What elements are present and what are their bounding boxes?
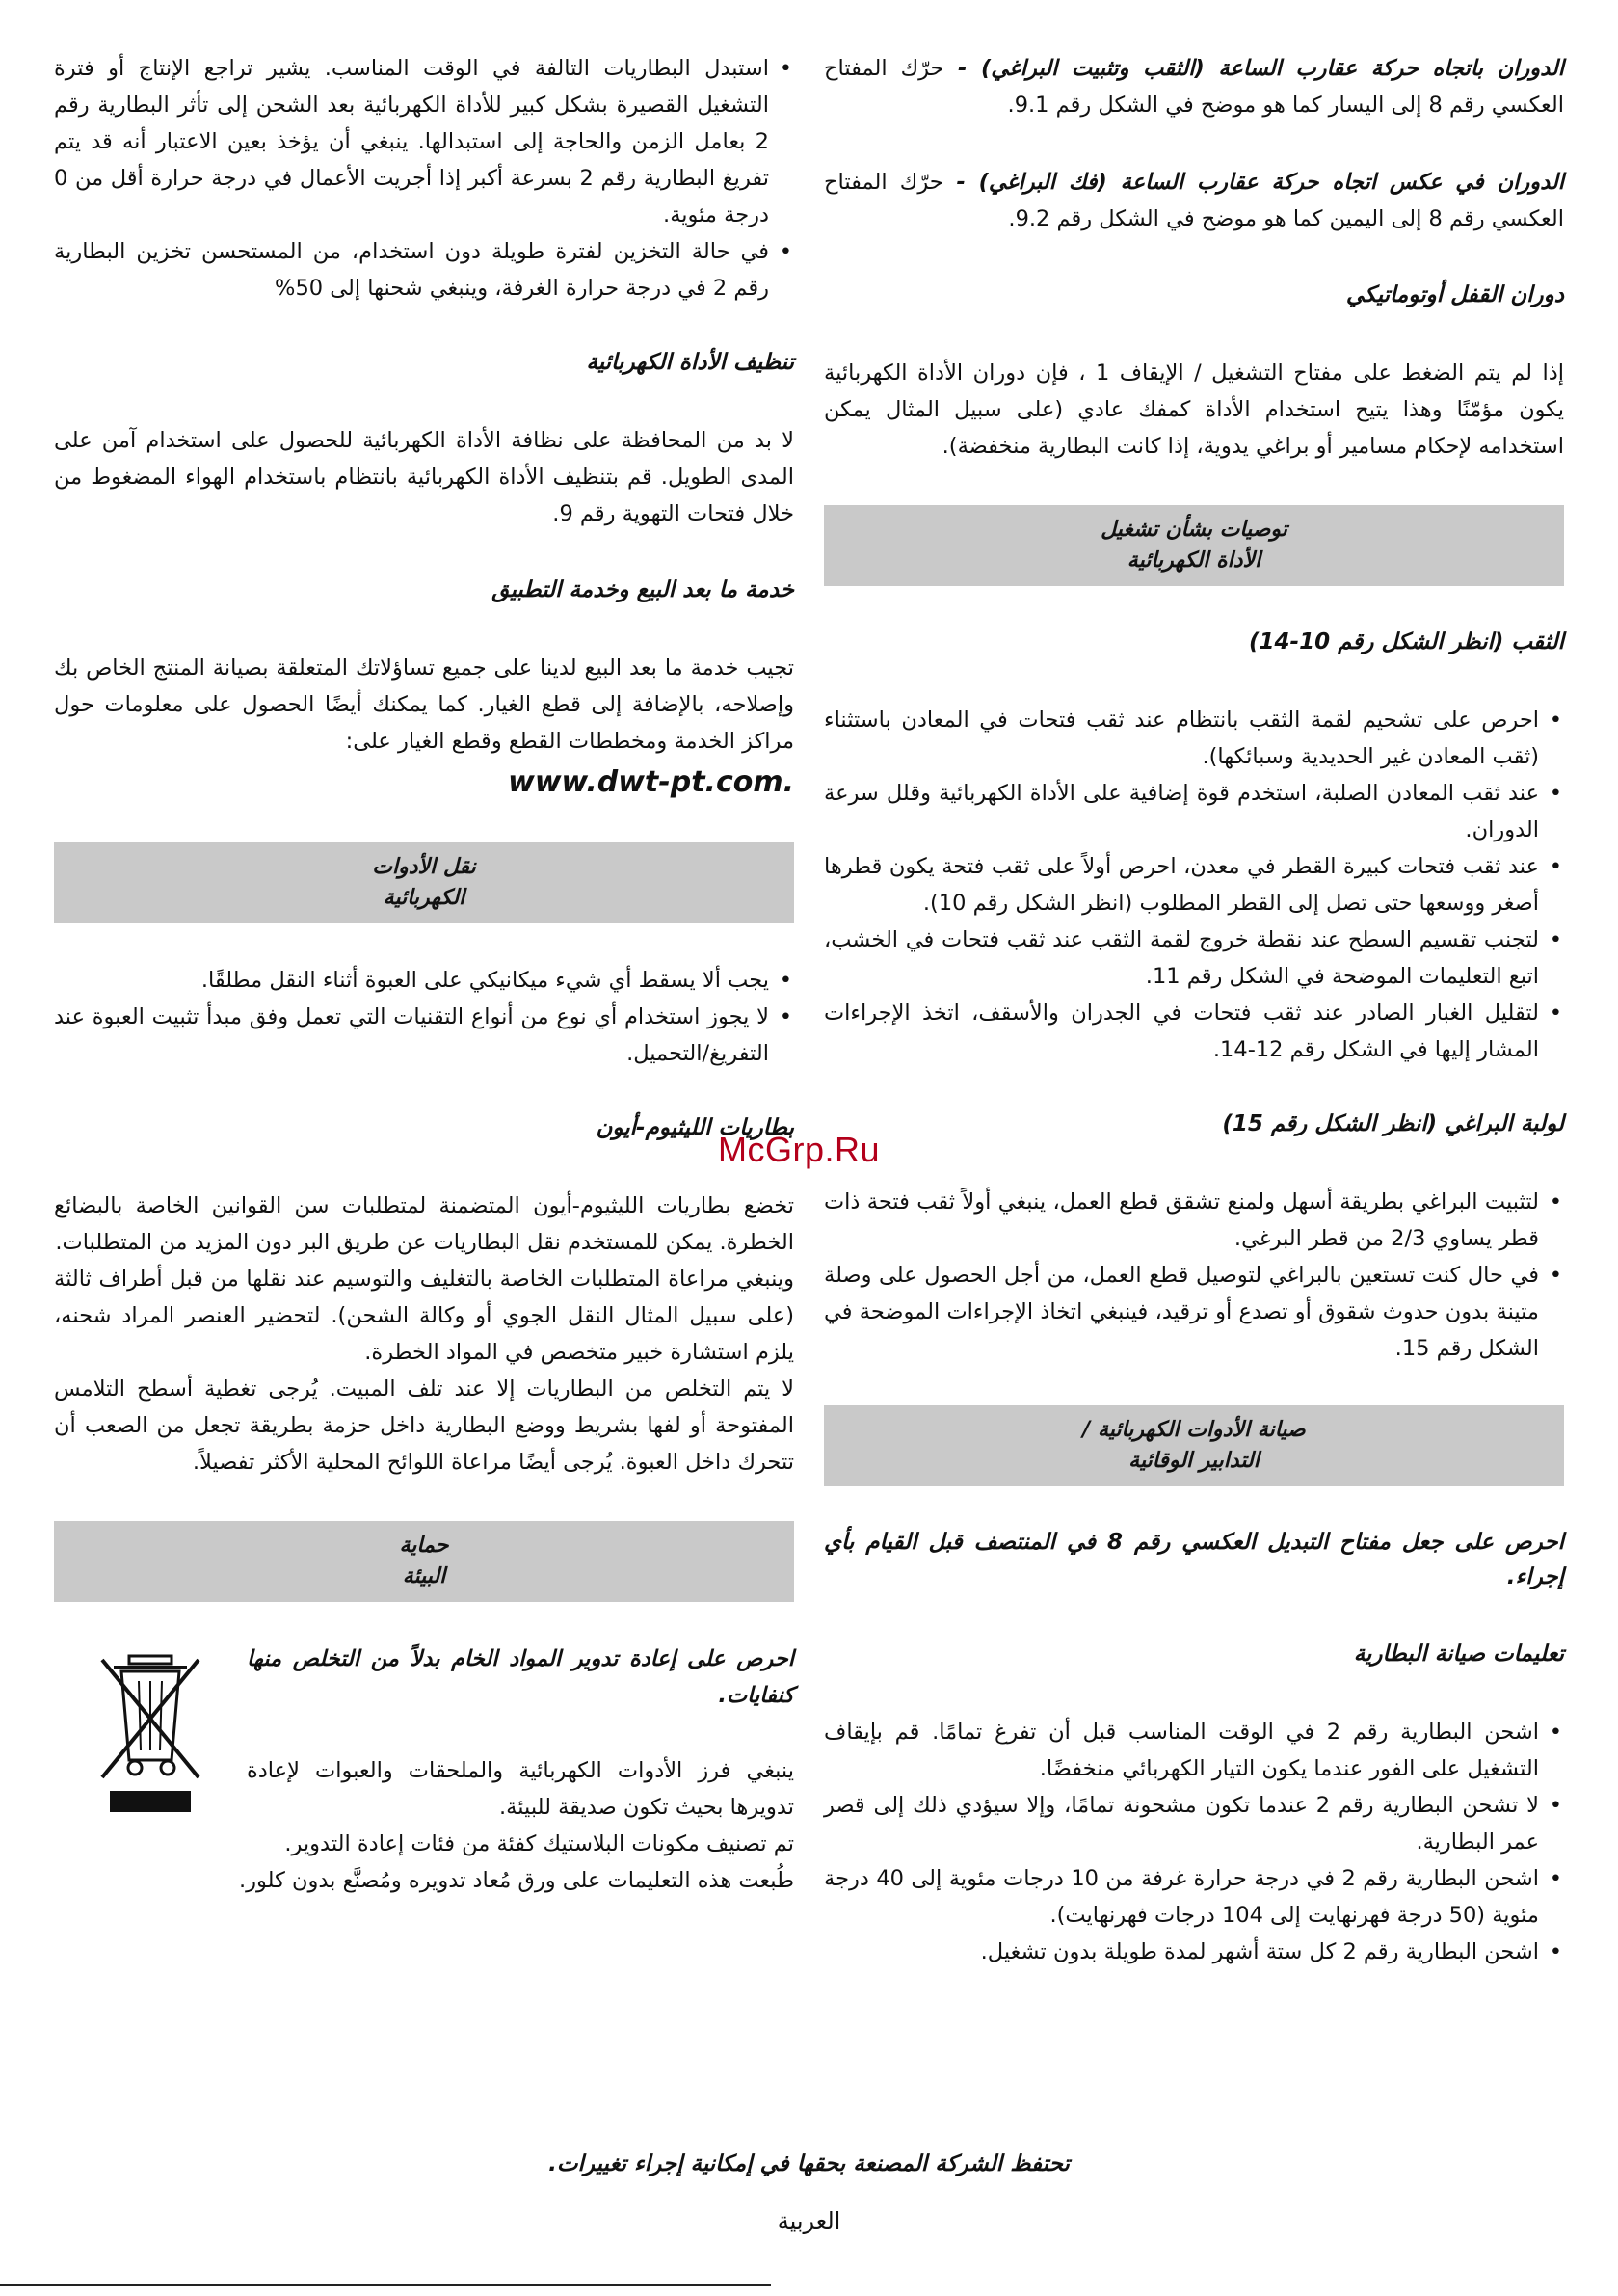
- recycle-text-3: طُبعت هذه التعليمات على ورق مُعاد تدويره ومُصنَّع بدون كلور.: [239, 1868, 794, 1893]
- service-heading: خدمة ما بعد البيع وخدمة التطبيق: [491, 577, 794, 602]
- environment-box-line1: حماية: [399, 1534, 449, 1558]
- watermark-text: McGrp.Ru: [718, 1130, 881, 1169]
- footer-divider: [0, 2284, 771, 2286]
- lithium-paragraph-1: تخضع بطاريات الليثيوم-أيون المتضمنة لمتطلبات سن القوانين الخاصة بالبضائع الخطرة. يمكن للمستخدم نقل البطاريات عن طريق البر دون المزيد من المتطلبات.: [54, 1193, 794, 1255]
- rotation-ccw-text: حرّك المفتاح العكسي رقم 8 إلى اليمين كما هو موضح في الشكل رقم 9.2.: [824, 170, 1564, 231]
- crossed-out-bin-icon: [93, 1646, 208, 1820]
- recycling-text-block: [247, 1641, 794, 1826]
- maintenance-box-line2: التدابير الوقائية: [1128, 1449, 1260, 1473]
- transport-list: [54, 962, 794, 1072]
- list-item: • اشحن البطارية رقم 2 كل ستة أشهر لمدة طويلة بدون تشغيل.: [824, 1934, 1564, 1970]
- lithium-paragraph-3: لا يتم التخلص من البطاريات إلا عند تلف المبيت. يُرجى تغطية أسطح التلامس المفتوحة أو لفها بشريط ووضع البطارية داخل حزمة بطريقة تجعل من الصعب أن تتحرك داخل العبوة. يُرجى أيضًا مراعاة اللوائح المحلية الأكثر تفصيلاً.: [54, 1376, 794, 1475]
- transport-box-line2: الكهربائية: [383, 886, 465, 910]
- recycle-bold-text: احرص على إعادة تدوير المواد الخام بدلاً من التخلص منها كنفايات.: [247, 1646, 794, 1708]
- cleaning-text: لا بد من المحافظة على نظافة الأداة الكهربائية للحصول على استخدام آمن على المدى الطويل. قم بتنظيف الأداة الكهربائية بانتظام باستخدام الهواء المضغوط من خلال فتحات التهوية رقم 9.: [54, 428, 794, 526]
- list-item: • في حالة التخزين لفترة طويلة دون استخدام، من المستحسن تخزين البطارية رقم 2 في درجة حرارة الغرفة، وينبغي شحنها إلى 50%: [54, 233, 794, 307]
- battery-list: [824, 1714, 1564, 1970]
- cleaning-heading: تنظيف الأداة الكهربائية: [586, 350, 794, 375]
- rotation-cw-paragraph: [824, 50, 1564, 123]
- recycling-section: [54, 1641, 794, 1899]
- screwing-heading: لولبة البراغي (انظر الشكل رقم 15): [1222, 1111, 1564, 1136]
- list-item: • لتجنب تقسيم السطح عند نقطة خروج لقمة الثقب عند ثقب فتحات في الخشب، اتبع التعليمات الموضحة في الشكل رقم 11.: [824, 921, 1564, 995]
- lithium-heading: بطاريات الليثيوم-أيون: [596, 1115, 794, 1140]
- footer-language: العربية: [777, 2207, 841, 2234]
- auto-lock-heading: دوران القفل أوتوماتيكي: [1345, 282, 1564, 307]
- service-text: تجيب خدمة ما بعد البيع لدينا على جميع تساؤلاتك المتعلقة بصيانة المنتج الخاص بك وإصلاحه، بالإضافة إلى قطع الغيار. كما يمكنك أيضًا الحصول على معلومات حول مراكز الخدمة ومخططات القطع وقطع الغيار على:: [54, 655, 794, 754]
- list-item: • لا تشحن البطارية رقم 2 عندما تكون مشحونة تمامًا، وإلا سيؤدي ذلك إلى قصر عمر البطارية.: [824, 1787, 1564, 1860]
- battery-replacement-list: [54, 50, 794, 307]
- list-item: • لتثبيت البراغي بطريقة أسهل ولمنع تشقق قطع العمل، ينبغي أولاً ثقب فتحة ذات قطر يساوي 2/3 من قطر البرغي.: [824, 1184, 1564, 1257]
- rotation-ccw-heading: الدوران في عكس اتجاه حركة عقارب الساعة (فك البراغي) -: [942, 170, 1564, 195]
- lithium-paragraph-2: وينبغي مراعاة المتطلبات الخاصة بالتغليف والتوسيم عند نقلها من قبل أطراف ثالثة (على سبيل المثال النقل الجوي أو وكالة الشحن). لتحضير العنصر المراد شحنه، يلزم استشارة خبير متخصص في المواد الخطرة.: [54, 1267, 794, 1365]
- left-column: [54, 50, 794, 1899]
- list-item: • في حال كنت تستعين بالبراغي لتوصيل قطع العمل، من أجل الحصول على وصلة متينة بدون حدوث شقوق أو تصدع أو ترقيد، فينبغي اتخاذ الإجراءات الموضحة في الشكل رقم 15.: [824, 1257, 1564, 1367]
- list-item: • استبدل البطاريات التالفة في الوقت المناسب. يشير تراجع الإنتاج أو فترة التشغيل القصيرة بشكل كبير للأداة الكهربائية بعد الشحن إلى تأثر البطارية رقم 2 بعامل الزمن والحاجة إلى استبدالها. ينبغي أن يؤخذ بعين الاعتبار أنه قد يتم تفريغ البطارية رقم 2 بسرعة أكبر إذا أجريت الأعمال في درجة حرارة أقل من 0 درجة مئوية.: [54, 50, 794, 233]
- screwing-list: [824, 1184, 1564, 1367]
- recycle-text-2: تم تصنيف مكونات البلاستيك كفئة من فئات إعادة التدوير.: [284, 1831, 794, 1856]
- environment-box-line2: البيئة: [402, 1564, 446, 1589]
- maintenance-box-line1: صيانة الأدوات الكهربائية /: [1082, 1418, 1306, 1442]
- list-item: • عند ثقب فتحات كبيرة القطر في معدن، احرص أولاً على ثقب فتحة يكون قطرها أصغر ووسعها حتى تصل إلى القطر المطلوب (انظر الشكل رقم 10).: [824, 848, 1564, 921]
- recommendations-box: [824, 505, 1564, 586]
- drilling-list: [824, 702, 1564, 1068]
- list-item: • احرص على تشحيم لقمة الثقب بانتظام عند ثقب فتحات في المعادن باستثناء (ثقب المعادن غير الحديدية وسبائكها).: [824, 702, 1564, 775]
- list-item: • اشحن البطارية رقم 2 في الوقت المناسب قبل أن تفرغ تمامًا. قم بإيقاف التشغيل على الفور عندما يكون التيار الكهربائي منخفضًا.: [824, 1714, 1564, 1787]
- drilling-heading: الثقب (انظر الشكل رقم 10-14): [1249, 629, 1564, 654]
- footer-note: تحتفظ الشركة المصنعة بحقها في إمكانية إجراء تغييرات.: [548, 2151, 1070, 2176]
- recommendations-box-line2: الأداة الكهربائية: [1127, 548, 1261, 573]
- right-column: [824, 50, 1564, 2009]
- environment-box: [54, 1521, 794, 1602]
- rotation-cw-heading: الدوران باتجاه حركة عقارب الساعة (الثقب وتثبيت البراغي) -: [943, 56, 1565, 81]
- list-item: • لتقليل الغبار الصادر عند ثقب فتحات في الجدران والأسقف، اتخذ الإجراءات المشار إليها في الشكل رقم 12-14.: [824, 995, 1564, 1068]
- list-item: • عند ثقب المعادن الصلبة، استخدم قوة إضافية على الأداة الكهربائية وقلل سرعة الدوران.: [824, 775, 1564, 848]
- recommendations-box-line1: توصيات بشأن تشغيل: [1101, 518, 1287, 542]
- recycle-text-1: ينبغي فرز الأدوات الكهربائية والملحقات والعبوات لإعادة تدويرها بحيث تكون صديقة للبيئة.: [247, 1758, 794, 1820]
- service-url-link[interactable]: www.dwt-pt.com.: [508, 765, 794, 799]
- maintenance-box: [824, 1405, 1564, 1486]
- maintenance-warning: احرص على جعل مفتاح التبديل العكسي رقم 8 في المنتصف قبل القيام بأي إجراء.: [824, 1530, 1564, 1589]
- list-item: • اشحن البطارية رقم 2 في درجة حرارة غرفة من 10 درجات مئوية إلى 40 درجة مئوية (50 درجة فهرنهايت إلى 104 درجات فهرنهايت).: [824, 1860, 1564, 1934]
- rotation-ccw-paragraph: [824, 164, 1564, 237]
- battery-maintenance-heading: تعليمات صيانة البطارية: [1353, 1642, 1564, 1667]
- transport-box: [54, 842, 794, 923]
- list-item: • يجب ألا يسقط أي شيء ميكانيكي على العبوة أثناء النقل مطلقًا.: [54, 962, 794, 999]
- transport-box-line1: نقل الأدوات: [372, 855, 476, 879]
- rotation-cw-text: حرّك المفتاح العكسي رقم 8 إلى اليسار كما هو موضح في الشكل رقم 9.1.: [824, 56, 1564, 118]
- list-item: • لا يجوز استخدام أي نوع من أنواع التقنيات التي تعمل وفق مبدأ تثبيت العبوة عند التفريغ/التحميل.: [54, 999, 794, 1072]
- auto-lock-text: إذا لم يتم الضغط على مفتاح التشغيل / الإيقاف 1 ، فإن دوران الأداة الكهربائية يكون مؤمّنًا وهذا يتيح استخدام الأداة كمفك عادي (على سبيل المثال يمكن استخدامه لإحكام مسامير أو براغي يدوية، إذا كانت البطارية منخفضة).: [824, 360, 1565, 459]
